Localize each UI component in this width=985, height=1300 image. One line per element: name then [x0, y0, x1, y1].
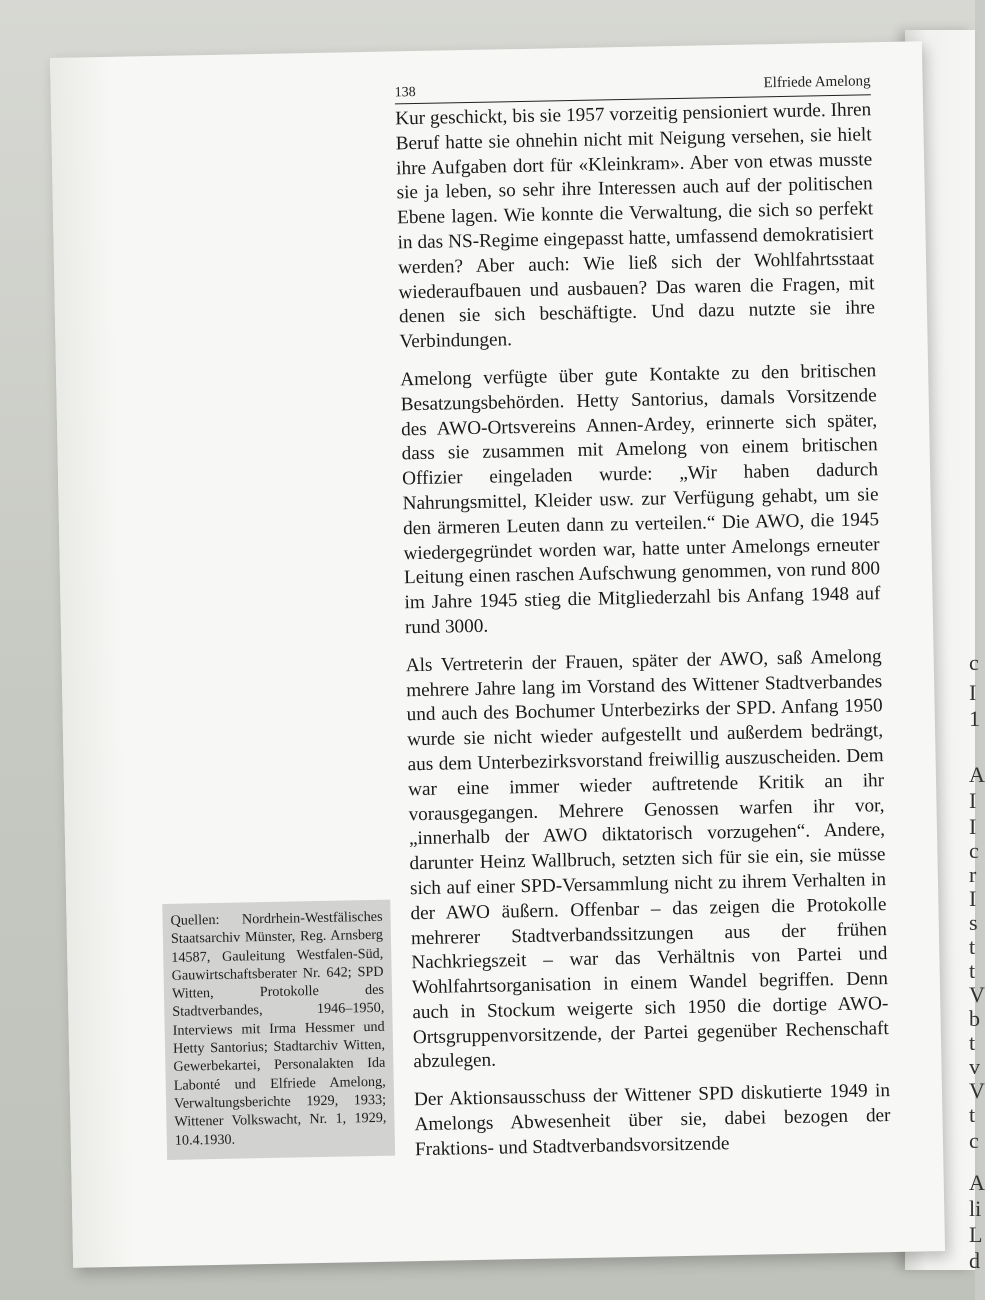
next-page-letter: 1 — [969, 706, 980, 731]
next-page-letter: d — [969, 1248, 980, 1273]
next-page-letter: V — [969, 982, 985, 1007]
next-page-letter: r — [969, 862, 977, 887]
sources-box — [162, 900, 395, 1160]
next-page-letter: I — [969, 814, 977, 839]
next-page-letter: A — [969, 1170, 985, 1195]
next-page-letter: t — [969, 958, 976, 983]
next-page-letter: t — [969, 1102, 976, 1127]
paragraph: Als Vertreterin der Frauen, später der AWO, saß Amelong mehrere Jahre lang im Vorstand des Wittener Stadtverbandes und auch des Bochumer Unterbezirks der SPD. Anfang 1950 wurde sie nicht wieder aufgestellt und außerdem bedrängt, aus dem Unterbezirksvorstand freiwillig auszuscheiden. Dem war eine immer wieder auftretende Kritik an ihr vorausgegangen. Mehrere Genossen warfen ihr vor, „innerhalb der AWO diktatorisch vorzugehen“. Andere, darunter Heinz Wallbruch, setzten sich für sie ein, sie müsse sich auf einer SPD-Versammlung nicht zu ihrem Verhalten in der AWO äußern. Offenbar – das zeigen die Protokolle mehrerer Stadtverbandssitzungen aus der frühen Nachkriegszeit – war das Verhältnis von Partei und Wohlfahrtsorganisation in einem Wandel begriffen. Denn auch in Stockum weigerte sich 1950 die dortige AWO-Ortsgruppenvorsitzende, der Partei gegenüber Rechenschaft abzulegen. — [405, 645, 889, 1073]
next-page-letter: L — [969, 1222, 983, 1247]
next-page-letter: I — [969, 886, 977, 911]
next-page-letter: t — [969, 1030, 976, 1055]
next-page-letter: V — [969, 1078, 985, 1103]
main-text-column — [395, 98, 891, 1176]
next-page-letter: I — [969, 788, 977, 813]
next-page-letter: c — [969, 838, 979, 863]
next-page-letter: c — [969, 1128, 979, 1153]
sources-text: Quellen: Nordrhein-Westfälisches Staatsarchiv Münster, Reg. Arnsberg 14587, Gauleitung Westfalen-Süd, Gauwirtschaftsberater Nr. 642; SPD Witten, Protokolle des Stadtverbandes, 1946–1950, Interviews mit Irma Hessmer und Hetty Santorius; Stadtarchiv Witten, Gewerbekartei, Personalakten Ida Labonté und Elfriede Amelong, Verwaltungsberichte 1929, 1933; Wittener Volkswacht, Nr. 1, 1929, 10.4.1930. — [170, 908, 387, 1149]
next-page-letter: v — [969, 1054, 980, 1079]
page-number: 138 — [394, 84, 416, 101]
next-page-letter: b — [969, 1006, 980, 1031]
next-page-letter: t — [969, 934, 976, 959]
book-page — [50, 41, 945, 1268]
next-page-letter: I — [969, 680, 977, 705]
paragraph: Kur geschickt, bis sie 1957 vorzeitig pensioniert wurde. Ihren Beruf hatte sie ohnehin nicht mit Neigung versehen, sie hielt ihre Aufgaben dort für «Kleinkram». Aber von etwas musste sie ja leben, so sehr ihre Interessen auch auf der politischen Ebene lagen. Wie konnte die Verwaltung, die sich so perfekt in das NS-Regime eingepasst hatte, umfassend demokratisiert werden? Aber auch: Wie ließ sich der Wohlfahrtsstaat wiederaufbauen und ausbauen? Das waren die Fragen, mit denen sie sich beschäftigte. Und dazu nutzte sie ihre Verbindungen. — [395, 99, 876, 353]
paragraph: Der Aktionsausschuss der Wittener SPD diskutierte 1949 in Amelongs Abwesenheit über sie, dabei bezogen der Fraktions- und Stadtverbandsvorsitzende — [413, 1080, 891, 1161]
next-page-letter: li — [969, 1196, 982, 1221]
next-page-letter: A — [969, 762, 985, 787]
next-page-letter: s — [969, 910, 978, 935]
next-page-letter: c — [969, 650, 979, 675]
paragraph: Amelong verfügte über gute Kontakte zu den britischen Besatzungsbehörden. Hetty Santorius, damals Vorsitzende des AWO-Ortsvereins Annen-Ardey, erinnerte sich später, dass sie zusammen mit Amelong von einem britischen Offizier eingeladen wurde: „Wir haben dadurch Nahrungsmittel, Kleider usw. zur Verfügung gehabt, um sie den ärmeren Leuten dann zu verteilen.“ Die AWO, die 1945 wiedergegründet worden war, hatte unter Amelongs erneuter Leitung einen raschen Aufschwung genommen, von rund 800 im Jahre 1945 stieg die Mitgliederzahl bis Anfang 1948 auf rund 3000. — [400, 360, 881, 639]
running-title: Elfriede Amelong — [763, 73, 871, 92]
